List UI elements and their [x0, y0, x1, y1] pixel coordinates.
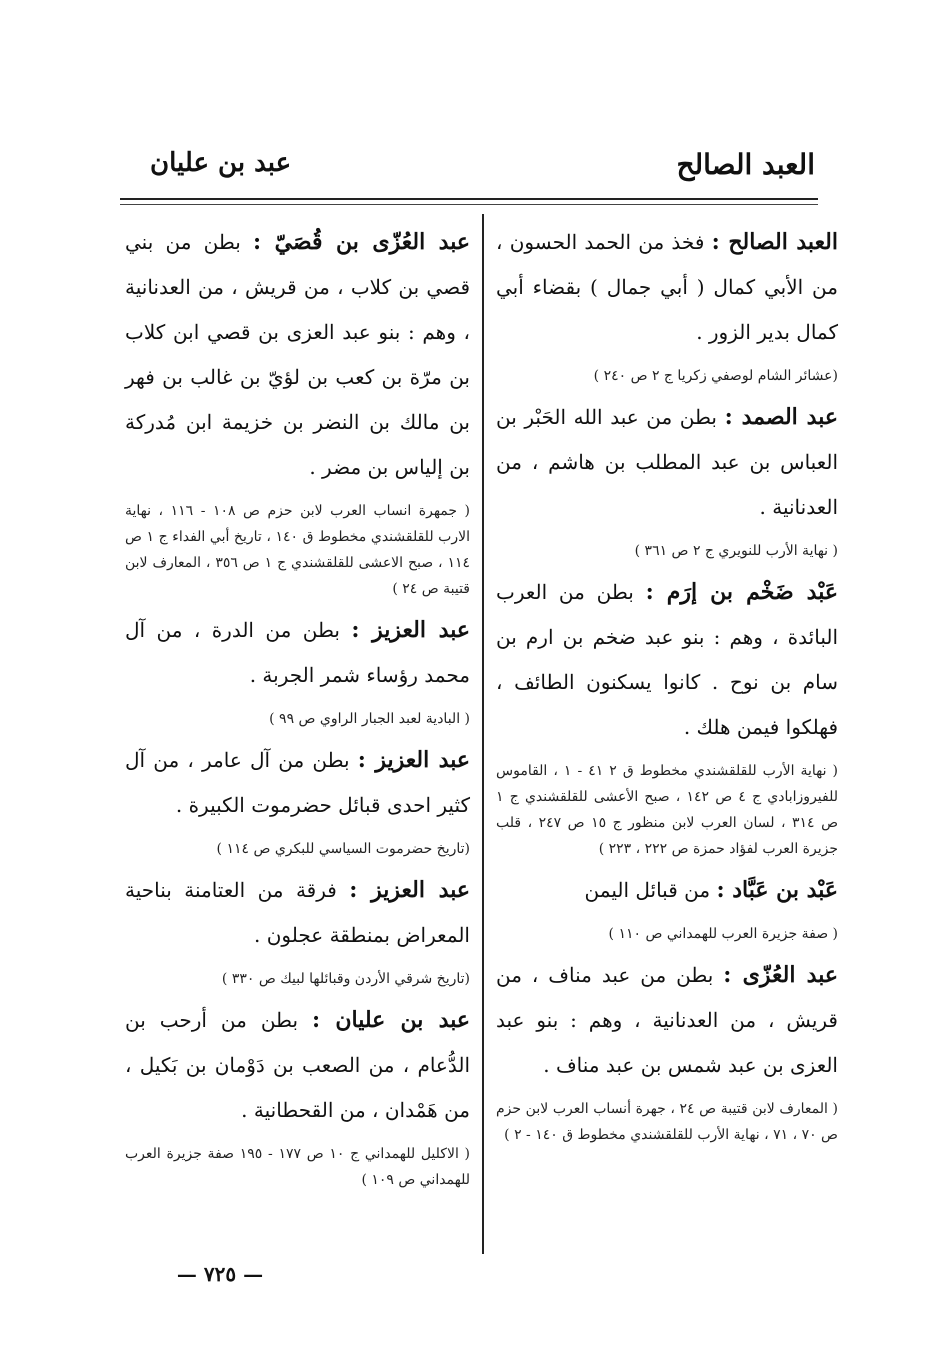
column-divider	[482, 214, 484, 1254]
entry-body: بطن من العرب البائدة ، وهم : بنو عبد ضخم بن ارم بن سام بن نوح . كانوا يسكنون الطائف ، فهلكوا فيمن هلك .	[496, 580, 838, 739]
entry	[125, 998, 470, 1133]
entry-heading: عبد العُزّى :	[723, 962, 838, 988]
entry	[496, 220, 838, 355]
entry-body: من قبائل اليمن	[584, 878, 717, 902]
header-rule	[120, 198, 818, 200]
entry-body: بطن من آل عامر ، من آل كثير احدى قبائل حضرموت الكبيرة .	[125, 748, 470, 817]
entry-reference: ( الاكليل للهمداني ج ١٠ ص ١٧٧ - ١٩٥ صفة جزيرة العرب للهمداني ص ١٠٩ )	[125, 1146, 470, 1188]
entry-heading: عَبْد بن عَبَّاد :	[716, 877, 838, 903]
entry-body: فرقة من العتامنة بناحية المعراض بمنطقة عجلون .	[125, 878, 470, 947]
entry-reference: ( جمهرة انساب العرب لابن حزم ص ١٠٨ - ١١٦ ، نهاية الارب للقلقشندي مخطوط ق ١٤٠ ، تاريخ أبي الفداء ج ١ ص ١١٤ ، صبح الاعشى للقلقشندي ج ١ ص ٣٥٦ ، المعارف لابن قتيبة ص ٢٤ )	[125, 503, 471, 597]
entry-heading: عبد الصمد :	[724, 404, 838, 430]
page-header	[120, 148, 815, 192]
right-column	[496, 220, 838, 1154]
page-number: — ٧٢٥ —	[176, 1262, 264, 1286]
entry-reference: (عشائر الشام لوصفي زكريا ج ٢ ص ٢٤٠ )	[593, 368, 838, 384]
entry	[496, 395, 838, 530]
entry-heading: عبد العزيز :	[357, 747, 470, 773]
running-head-right: العبد الصالح	[676, 148, 815, 181]
header-rule-thin	[120, 204, 818, 205]
entry-body: فخذ من الحمد الحسون ، من الأبي كمال ( أبي جمال ) بقضاء أبي كمال بدير الزور .	[496, 230, 838, 344]
entry	[496, 570, 838, 750]
entry	[496, 868, 838, 913]
entry	[125, 738, 470, 828]
entry-reference: (تاريخ شرقي الأردن وقبائلها لبيك ص ٣٣٠ )	[221, 971, 470, 987]
entry-heading: عبد العزيز :	[349, 877, 470, 903]
entry-reference: ( صفة جزيرة العرب للهمداني ص ١١٠ )	[608, 926, 838, 942]
entry-body: بطن من عبد مناف ، من قريش ، من العدنانية ، وهم : بنو عبد العزى بن عبد شمس بن عبد مناف .	[496, 963, 838, 1077]
entry-reference: ( نهاية الأرب للنويري ج ٢ ص ٣٦١ )	[634, 543, 838, 559]
entry-heading: العبد الصالح :	[711, 229, 838, 255]
entry-heading: عبد العُزّى بن قُصَيّ :	[252, 229, 470, 255]
entry	[125, 608, 470, 698]
entry-reference: (تاريخ حضرموت السياسي للبكري ص ١١٤ )	[216, 841, 470, 857]
entry-body: بطن من أرحب بن الدُّعام ، من الصعب بن دَوْمان بن بَكيل ، من هَمْدان ، من القحطانية .	[125, 1008, 470, 1122]
running-head-left: عبد بن عليان	[150, 148, 292, 178]
entry	[125, 868, 470, 958]
entry-reference: ( نهاية الأرب للقلقشندي مخطوط ق ٢ ٤١ - ١ ، القاموس للفيروزابادي ج ٤ ص ١٤٢ ، صبح الأعشى للقلقشندي ج ١ ص ٣١٤ ، لسان العرب لابن منظور ج ١٥ ص ٢٤٧ ، قلب جزيرة العرب لفؤاد حمزة ص ٢٢٢ ، ٢٢٣ )	[496, 763, 839, 857]
entry-body: بطن من عبد الله الحَبْر بن العباس بن عبد المطلب بن هاشم ، من العدنانية .	[496, 405, 838, 519]
entry-body: بطن من بني قصي بن كلاب ، من قريش ، من العدنانية ، وهم : بنو عبد العزى بن قصي ابن كلاب بن مرّة بن كعب بن لؤيّ بن غالب بن فهر بن مالك بن النضر بن خزيمة ابن مُدركة بن إلياس بن مضر .	[125, 230, 471, 479]
entry-reference: ( المعارف لابن قتيبة ص ٢٤ ، جهرة أنساب العرب لابن حزم ص ٧٠ ، ٧١ ، نهاية الأرب للقلقشندي مخطوط ق ١٤٠ - ٢ )	[496, 1101, 838, 1143]
left-column	[125, 220, 470, 1199]
entry-body: بطن من الدرة ، من آل محمد رؤساء شمر الجربة .	[125, 618, 470, 687]
entry	[496, 953, 838, 1088]
entry	[125, 220, 470, 490]
entry-heading: عبد العزيز :	[351, 617, 470, 643]
entry-reference: ( البادية لعبد الجبار الراوي ص ٩٩ )	[269, 711, 470, 727]
entry-heading: عَبْد ضَخْم بن إرَم :	[645, 579, 838, 605]
entry-heading: عبد بن عليان :	[311, 1007, 470, 1033]
